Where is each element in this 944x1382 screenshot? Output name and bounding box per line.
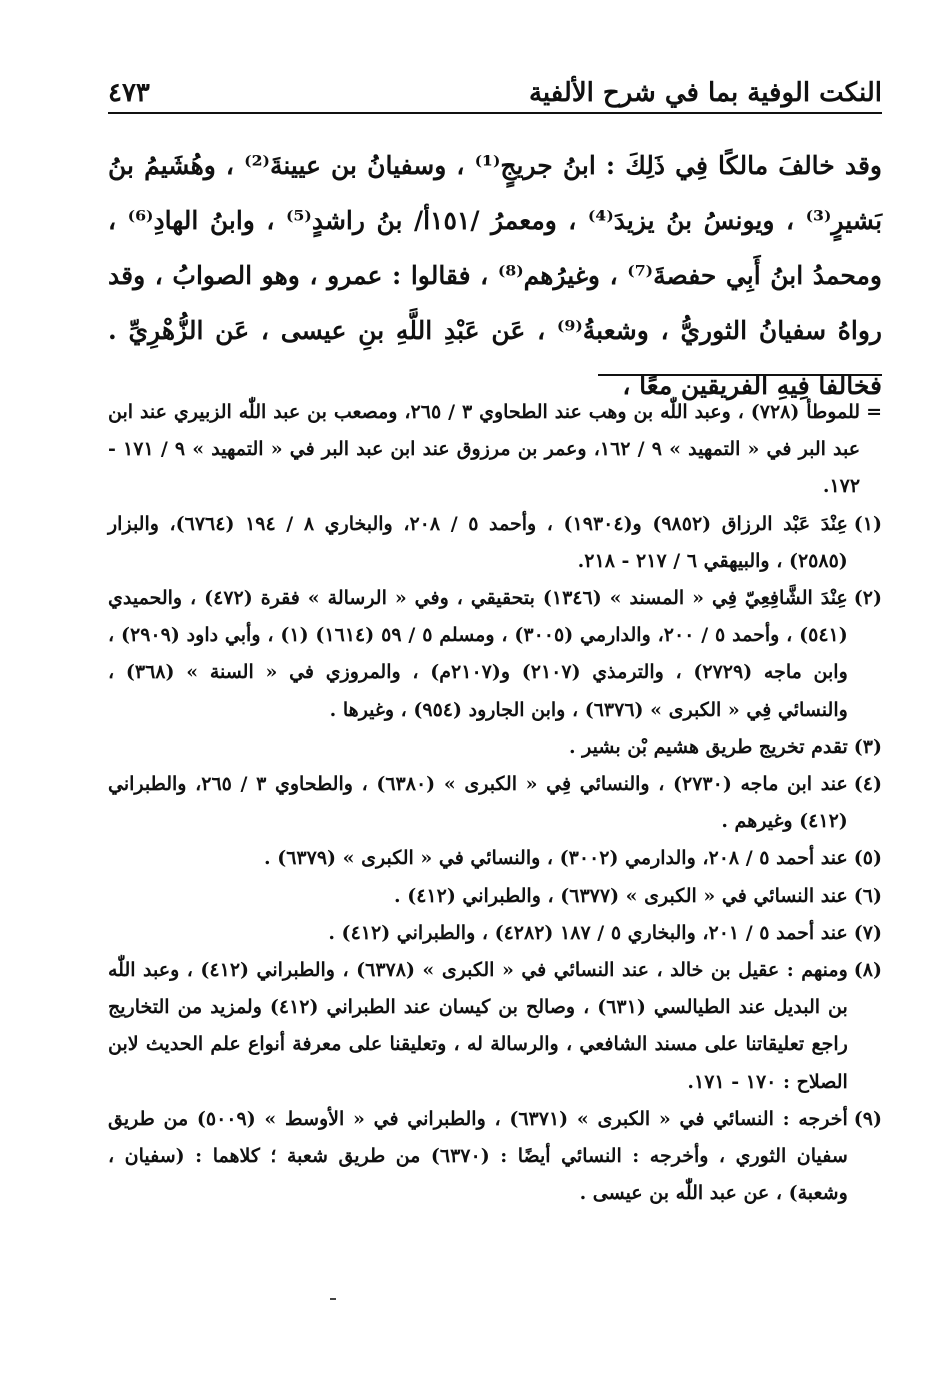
footnote-mark: (٢) (853, 587, 882, 610)
footnote-mark: = (866, 401, 882, 423)
footnote-5 (108, 840, 882, 877)
print-speck (330, 1298, 336, 1300)
footnote-6 (108, 878, 882, 915)
page-number: ٤٧٣ (108, 78, 150, 108)
footnotes (108, 394, 882, 1212)
footnote-mark: (٦) (853, 884, 882, 907)
footnote-2 (108, 580, 882, 729)
footnote-text: للموطأ (٧٢٨) ، وعبد اللّٰه بن وهب عند الطحاوي ٣ / ٢٦٥، ومصعب بن عبد اللّٰه الزبيري عند ابن عبد البر في « التمهيد » ٩ / ١٦٢، وعمر بن مرزوق عند ابن عبد البر في « التمهيد » ٩ / ١٧١ - ١٧٢. (108, 401, 861, 498)
main-paragraph: وقد خالفَ مالكًا فِي ذَلِكَ : ابنُ جريجٍ⁽¹⁾ ، وسفيانُ بن عيينةَ⁽²⁾ ، وهُشَيمُ بنُ بَشيرٍ⁽³⁾ ، ويونسُ بنُ يزيدَ⁽⁴⁾ ، ومعمرُ /١٥١أ/ بنُ راشدٍ⁽⁵⁾ ، وابنُ الهادِ⁽⁶⁾ ، ومحمدُ ابنُ أَبِي حفصةَ⁽⁷⁾ ، وغيرُهم⁽⁸⁾ ، فقالوا : عمرو ، وهو الصوابُ ، وقد رواهُ سفيانُ الثوريُّ ، وشعبةُ⁽⁹⁾ ، عَن عَبْدِ اللَّهِ بنِ عيسى ، عَن الزُّهْرِيِّ . فخالفا فِيهِ الفريقين معًا ، (108, 151, 883, 400)
footnote-mark: (٤) (853, 773, 882, 796)
footnote-text: عند أحمد ٥ / ٢٠٨، والدارمي (٣٠٠٢) ، والنسائي في « الكبرى » (٦٣٧٩) . (263, 847, 848, 870)
footnote-text: عِنْدَ عَبْد الرزاق (٩٨٥٢) و(١٩٣٠٤) ، وأحمد ٥ / ٢٠٨، والبخاري ٨ / ١٩٤ (٦٧٦٤)، والبزار (٢٥٨٥) ، والبيهقي ٦ / ٢١٧ - ٢١٨. (108, 512, 848, 572)
footnote-mark: (٨) (853, 959, 882, 982)
footnote-separator (598, 374, 882, 376)
footnote-mark: (٣) (853, 735, 882, 758)
main-text (108, 138, 882, 413)
footnote-text: عند أحمد ٥ / ٢٠١، والبخاري ٥ / ١٨٧ (٤٢٨٢) ، والطبراني (٤١٢) . (328, 921, 848, 944)
footnote-text: عند ابن ماجه (٢٧٣٠) ، والنسائي فِي « الكبرى » (٦٣٨٠) ، والطحاوي ٣ / ٢٦٥، والطبراني (٤١٢) وغيرهم . (108, 773, 848, 833)
footnote-mark: (٧) (853, 921, 882, 944)
footnote-7 (108, 915, 882, 952)
footnote-1 (108, 506, 882, 580)
footnote-4 (108, 766, 882, 840)
footnote-text: عند النسائي في « الكبرى » (٦٣٧٧) ، والطبراني (٤١٢) . (393, 884, 848, 907)
footnote-text: ومنهم : عقيل بن خالد ، عند النسائي في « الكبرى » (٦٣٧٨) ، والطبراني (٤١٢) ، وعبد اللّٰه بن البديل عند الطيالسي (٦٣١) ، وصالح بن كيسان عند الطبراني (٤١٢) ولمزيد من التخاريج راجع تعليقاتنا على مسند الشافعي ، والرسالة له ، وتعليقنا على معرفة أنواع علم الحديث لابن الصلاح : ١٧٠ - ١٧١. (108, 959, 848, 1093)
footnote-8 (108, 952, 882, 1101)
footnote-continued (108, 394, 882, 506)
footnote-text: عِنْدَ الشَّافِعِيّ فِي « المسند » (١٣٤٦) بتحقيقي ، وفي « الرسالة » فقرة (٤٧٢) ، والحميدي (٥٤١) ، وأحمد ٥ / ٢٠٠، والدارمي (٣٠٠٥) ، ومسلم ٥ / ٥٩ (١٦١٤) (١) ، وأبي داود (٢٩٠٩) ، وابن ماجه (٢٧٢٩) ، والترمذي (٢١٠٧) و(٢١٠٧م) ، والمروزي في « السنة » (٣٦٨) ، والنسائي فِي « الكبرى » (٦٣٧٦) ، وابن الجارود (٩٥٤) ، وغيرها . (108, 587, 848, 721)
footnote-mark: (١) (853, 512, 882, 535)
footnote-mark: (٩) (853, 1107, 882, 1130)
footnote-text: أخرجه : النسائي في « الكبرى » (٦٣٧١) ، والطبراني في « الأوسط » (٥٠٠٩) من طريق سفيان الثوري ، وأخرجه : النسائي أيضًا : (٦٣٧٠) من طريق شعبة ؛ كلاهما : (سفيان ، وشعبة) ، عن عبد اللّٰه بن عيسى . (108, 1107, 848, 1205)
header-rule (108, 112, 882, 114)
footnote-9 (108, 1101, 882, 1213)
footnote-text: تقدم تخريج طريق هشيم بْن بشير . (568, 735, 848, 758)
running-title: النكت الوفية بما في شرح الألفية (528, 78, 882, 108)
footnote-3 (108, 729, 882, 766)
footnote-mark: (٥) (853, 847, 882, 870)
page-header (108, 62, 882, 108)
